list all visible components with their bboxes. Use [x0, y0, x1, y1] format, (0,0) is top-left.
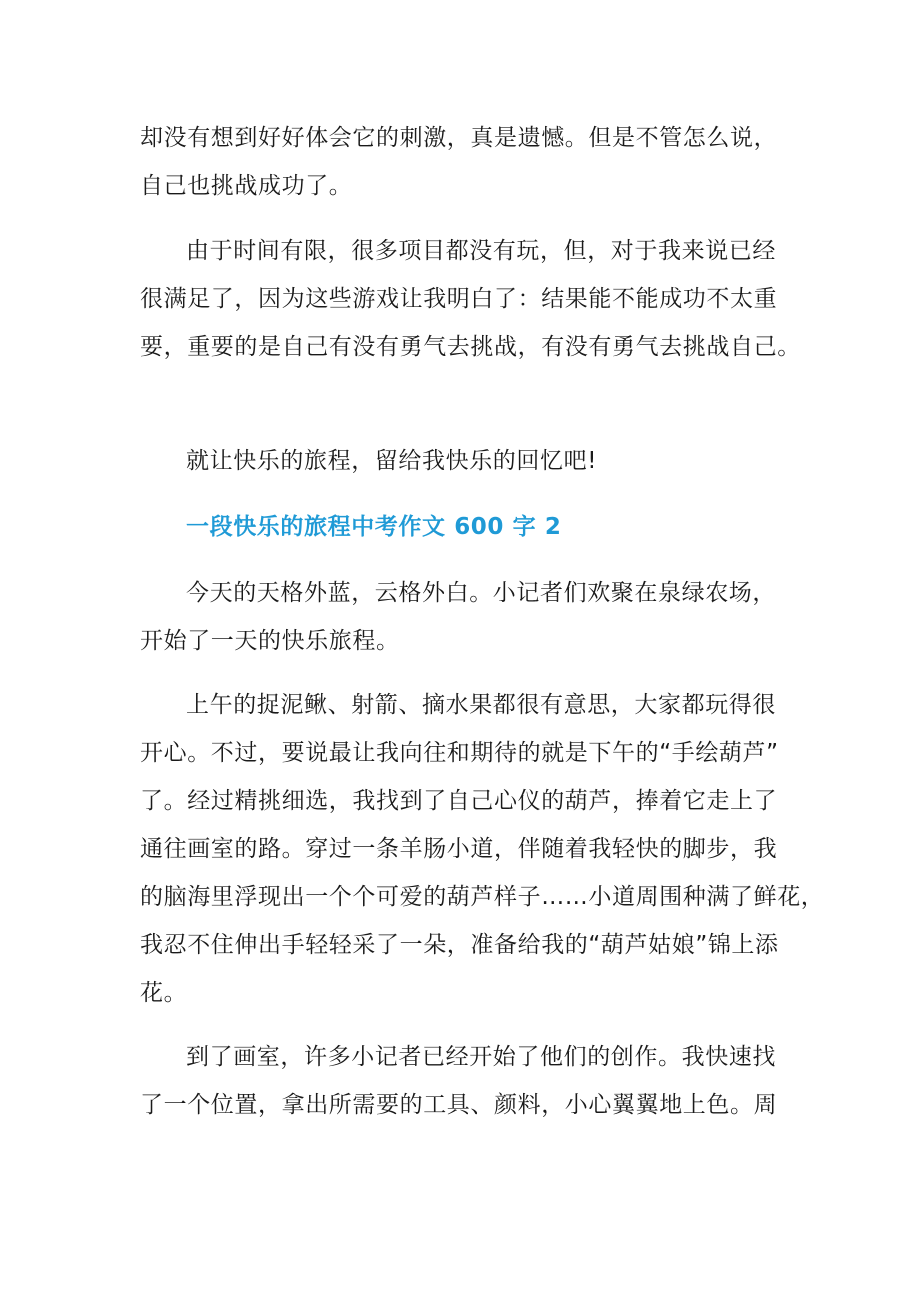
section-heading: 一段快乐的旅程中考作文 600 字 2	[186, 514, 562, 540]
paragraph-6-line-2: 了一个位置，拿出所需要的工具、颜料，小心翼翼地上色。周	[140, 1092, 778, 1118]
paragraph-5-line-5: 的脑海里浮现出一个个可爱的葫芦样子……小道周围种满了鲜花，	[140, 884, 825, 910]
paragraph-4-line-1: 今天的天格外蓝，云格外白。小记者们欢聚在泉绿农场，	[186, 580, 776, 606]
paragraph-5-line-1: 上午的捉泥鳅、射箭、摘水果都很有意思，大家都玩得很	[186, 692, 776, 718]
paragraph-3-line-1: 就让快乐的旅程，留给我快乐的回忆吧!	[186, 448, 598, 474]
paragraph-2-line-3: 要，重要的是自己有没有勇气去挑战，有没有勇气去挑战自己。	[140, 334, 801, 360]
paragraph-1-line-1: 却没有想到好好体会它的刺激，真是遗憾。但是不管怎么说，	[140, 125, 778, 151]
paragraph-5-line-6: 我忍不住伸出手轻轻采了一朵，准备给我的“葫芦姑娘”锦上添	[140, 932, 779, 958]
paragraph-5-line-4: 通往画室的路。穿过一条羊肠小道，伴随着我轻快的脚步，我	[140, 836, 778, 862]
paragraph-1-line-2: 自己也挑战成功了。	[140, 173, 353, 199]
paragraph-5-line-3: 了。经过精挑细选，我找到了自己心仪的葫芦，捧着它走上了	[140, 788, 778, 814]
paragraph-2-line-1: 由于时间有限，很多项目都没有玩，但，对于我来说已经	[186, 238, 776, 264]
paragraph-6-line-1: 到了画室，许多小记者已经开始了他们的创作。我快速找	[186, 1044, 776, 1070]
paragraph-4-line-2: 开始了一天的快乐旅程。	[140, 628, 400, 654]
paragraph-2-line-2: 很满足了，因为这些游戏让我明白了：结果能不能成功不太重	[140, 286, 778, 312]
paragraph-5-line-7: 花。	[140, 980, 188, 1006]
paragraph-5-line-2: 开心。不过，要说最让我向往和期待的就是下午的“手绘葫芦”	[140, 740, 779, 766]
